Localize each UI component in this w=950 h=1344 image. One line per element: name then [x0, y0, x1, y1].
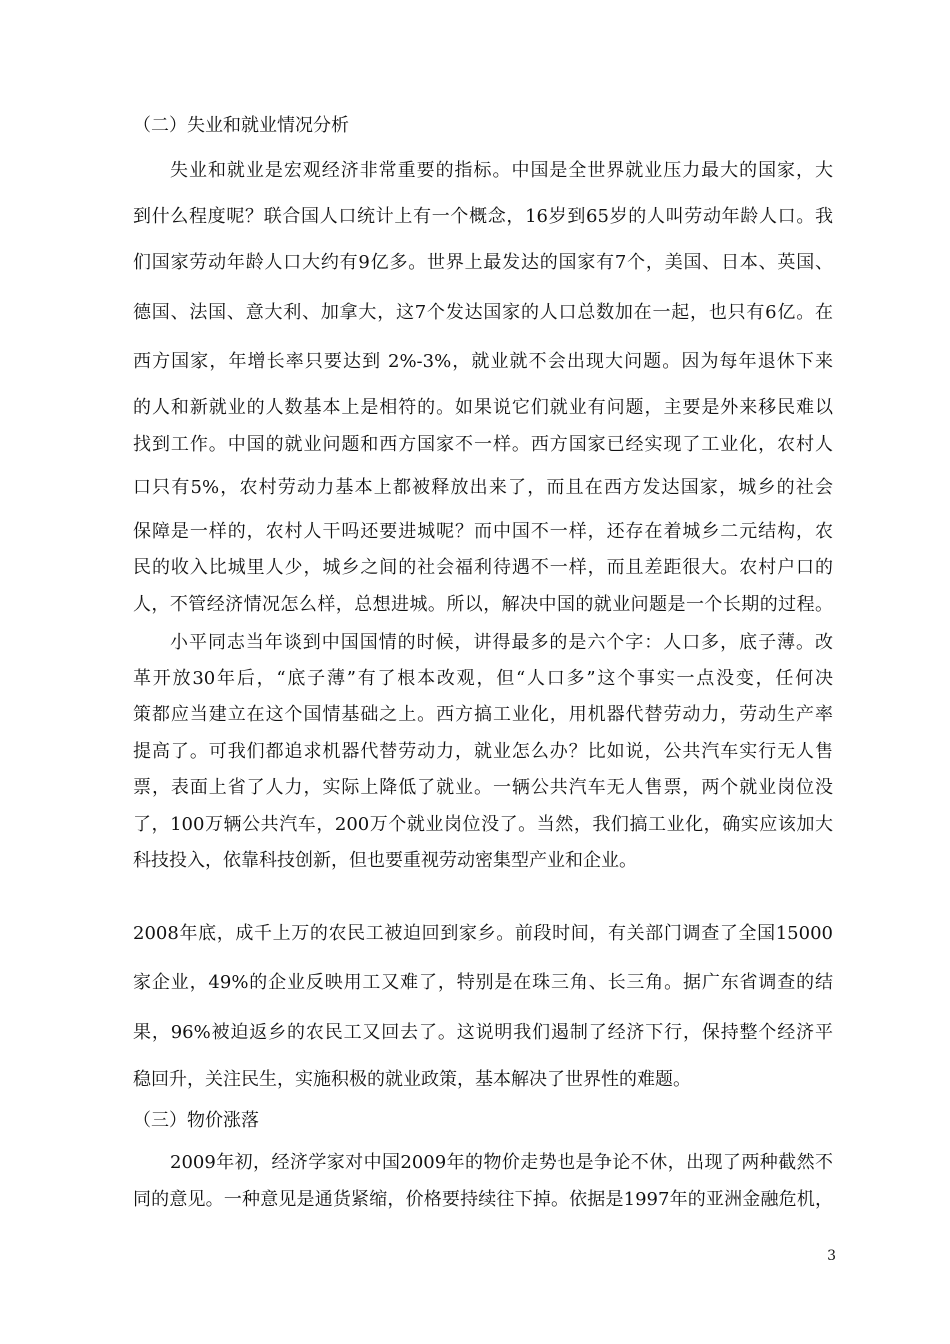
- section-heading-3: （三）物价涨落: [133, 1110, 259, 1131]
- text-line: 失业和就业是宏观经济非常重要的指标。中国是全世界就业压力最大的国家，大: [170, 160, 833, 181]
- text-line: 的人和新就业的人数基本上是相符的。如果说它们就业有问题，主要是外来移民难以: [133, 397, 833, 418]
- text-line: 策都应当建立在这个国情基础之上。西方搞工业化，用机器代替劳动力，劳动生产率: [133, 704, 833, 725]
- text-line: 到什么程度呢？联合国人口统计上有一个概念，16岁到65岁的人叫劳动年龄人口。我: [133, 206, 833, 227]
- text-line: 们国家劳动年龄人口大约有9亿多。世界上最发达的国家有7个，美国、日本、英国、: [133, 252, 833, 273]
- text-line: 西方国家，年增长率只要达到 2%-3%，就业就不会出现大问题。因为每年退休下来: [133, 351, 833, 372]
- section-heading-2: （二）失业和就业情况分析: [133, 115, 349, 136]
- page-number: 3: [827, 1248, 836, 1264]
- text-line: 科技投入，依靠科技创新，但也要重视劳动密集型产业和企业。: [133, 850, 637, 871]
- text-line: 人，不管经济情况怎么样，总想进城。所以，解决中国的就业问题是一个长期的过程。: [133, 594, 833, 615]
- text-line: 革开放30年后，“底子薄”有了根本改观，但“人口多”这个事实一点没变，任何决: [133, 668, 833, 689]
- text-line: 家企业，49%的企业反映用工又难了，特别是在珠三角、长三角。据广东省调查的结: [133, 972, 833, 993]
- text-line: 了，100万辆公共汽车，200万个就业岗位没了。当然，我们搞工业化，确实应该加大: [133, 814, 833, 835]
- text-line: 民的收入比城里人少，城乡之间的社会福利待遇不一样，而且差距很大。农村户口的: [133, 557, 833, 578]
- text-line: 2008年底，成千上万的农民工被迫回到家乡。前段时间，有关部门调查了全国15000: [133, 923, 833, 944]
- text-line: 同的意见。一种意见是通货紧缩，价格要持续往下掉。依据是1997年的亚洲金融危机，: [133, 1189, 833, 1210]
- text-line: 德国、法国、意大利、加拿大，这7个发达国家的人口总数加在一起，也只有6亿。在: [133, 302, 833, 323]
- text-line: 票，表面上省了人力，实际上降低了就业。一辆公共汽车无人售票，两个就业岗位没: [133, 777, 833, 798]
- text-line: 2009年初，经济学家对中国2009年的物价走势也是争论不休，出现了两种截然不: [170, 1152, 833, 1173]
- text-line: 找到工作。中国的就业问题和西方国家不一样。西方国家已经实现了工业化，农村人: [133, 434, 833, 455]
- text-line: 稳回升，关注民生，实施积极的就业政策，基本解决了世界性的难题。: [133, 1069, 691, 1090]
- text-line: 保障是一样的，农村人干吗还要进城呢？而中国不一样，还存在着城乡二元结构，农: [133, 521, 833, 542]
- text-line: 口只有5%，农村劳动力基本上都被释放出来了，而且在西方发达国家，城乡的社会: [133, 477, 833, 498]
- text-line: 小平同志当年谈到中国国情的时候，讲得最多的是六个字：人口多，底子薄。改: [170, 632, 833, 653]
- text-line: 果，96%被迫返乡的农民工又回去了。这说明我们遏制了经济下行，保持整个经济平: [133, 1022, 833, 1043]
- text-line: 提高了。可我们都追求机器代替劳动力，就业怎么办？比如说，公共汽车实行无人售: [133, 741, 833, 762]
